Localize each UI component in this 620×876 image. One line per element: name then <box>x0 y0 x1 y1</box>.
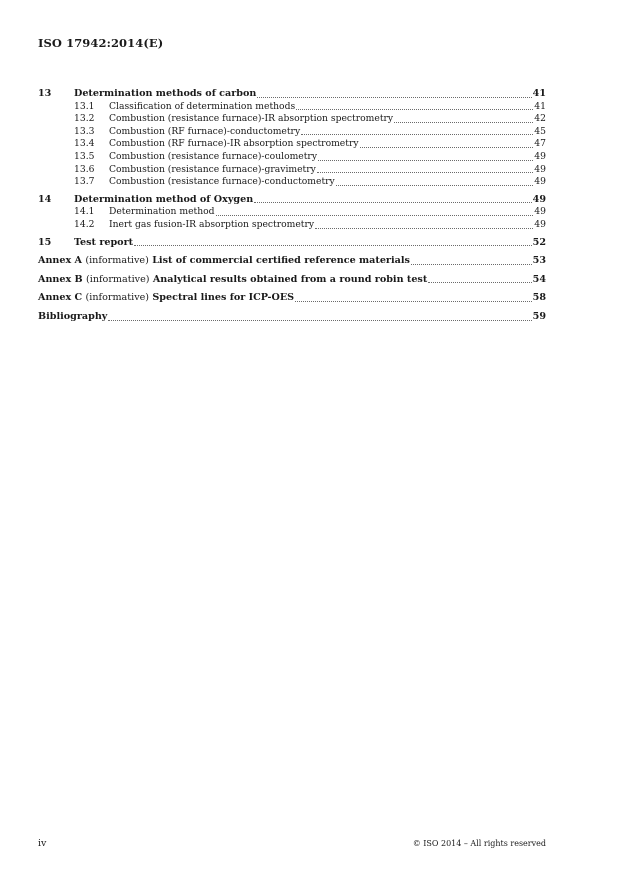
toc-entry-annex-a[interactable] <box>38 255 546 268</box>
dot-leader <box>301 134 533 135</box>
footer-page-number: iv <box>38 838 47 849</box>
dot-leader <box>315 228 533 229</box>
toc-entry-title: Classification of determination methods <box>109 100 296 112</box>
dot-leader <box>216 215 534 216</box>
toc-entry-page: 53 <box>532 255 546 267</box>
toc-entry-page: 49 <box>532 193 546 205</box>
toc-entry-page: 49 <box>534 150 546 162</box>
toc-entry-page: 49 <box>534 218 546 230</box>
toc-entry-page: 59 <box>532 310 546 322</box>
toc-entry-page: 58 <box>532 292 546 304</box>
toc-entry-title: Inert gas fusion-IR absorption spectrometry <box>109 218 315 230</box>
toc-entry-title: Bibliography <box>38 310 108 322</box>
dot-leader <box>360 147 534 148</box>
toc-entry-number: 13 <box>38 88 52 99</box>
toc-entry-13-1[interactable] <box>38 101 546 114</box>
dot-leader <box>428 282 531 283</box>
toc-entry-number: 14.2 <box>74 218 95 230</box>
toc-entry-number: 14.1 <box>74 206 95 218</box>
dot-leader <box>317 172 533 173</box>
toc-entry-title: Analytical results obtained from a round robin test <box>152 273 428 285</box>
toc-entry-title: Combustion (resistance furnace)-conductometry <box>109 176 335 188</box>
toc-entry-number: 13.5 <box>74 150 95 162</box>
toc-entry-title: Test report <box>74 236 134 248</box>
toc-entry-page: 42 <box>534 113 546 125</box>
dot-leader <box>257 97 531 98</box>
toc-entry-annex-c[interactable] <box>38 292 546 305</box>
toc-entry-number: 14 <box>38 193 52 205</box>
toc-entry-number: 13.7 <box>74 176 95 188</box>
document-id-header: ISO 17942:2014(E) <box>38 36 164 50</box>
toc-entry-page: 52 <box>532 236 546 248</box>
dot-leader <box>254 202 531 203</box>
toc-entry-number: 13.2 <box>74 113 95 125</box>
annex-type: (informative) <box>85 255 149 267</box>
toc-entry-page: 49 <box>534 163 546 175</box>
toc-entry-title: Determination method <box>109 206 215 218</box>
dot-leader <box>296 109 533 110</box>
annex-type: (informative) <box>85 292 150 304</box>
toc-entry-title: Combustion (resistance furnace)-gravimetry <box>109 163 316 175</box>
toc-entry-section-14[interactable] <box>38 194 546 207</box>
toc-entry-number: 13.6 <box>74 163 95 175</box>
dot-leader <box>295 301 532 302</box>
toc-entry-title: List of commercial certified reference materials <box>152 255 410 267</box>
toc-entry-title: Determination method of Oxygen <box>74 193 254 205</box>
toc-entry-title: Combustion (RF furnace)-conductometry <box>109 125 301 137</box>
annex-label: Annex C <box>38 292 83 304</box>
toc-entry-page: 47 <box>534 138 546 150</box>
toc-entry-title: Combustion (resistance furnace)-coulometry <box>109 150 318 162</box>
dot-leader <box>394 122 533 123</box>
dot-leader <box>134 245 532 246</box>
toc-entry-bibliography[interactable] <box>38 311 546 324</box>
toc-entry-page: 49 <box>534 176 546 188</box>
toc-entry-13-6[interactable] <box>38 164 546 177</box>
toc-entry-number: 13.1 <box>74 100 95 112</box>
toc-entry-title: Determination methods of carbon <box>74 88 257 99</box>
toc-entry-number: 13.4 <box>74 138 95 150</box>
toc-entry-page: 41 <box>532 88 546 99</box>
toc-entry-13-3[interactable] <box>38 126 546 139</box>
toc-entry-section-15[interactable] <box>38 237 546 250</box>
toc-entry-page: 49 <box>534 206 546 218</box>
toc-entry-13-7[interactable] <box>38 176 546 189</box>
annex-heading <box>38 292 294 305</box>
annex-label: Annex B <box>38 273 83 285</box>
toc-entry-13-5[interactable] <box>38 151 546 164</box>
toc-entry-title: Combustion (resistance furnace)-IR absorption spectrometry <box>109 113 394 125</box>
toc-entry-title: Spectral lines for ICP-OES <box>152 292 295 304</box>
toc-entry-number: 13.3 <box>74 125 95 137</box>
table-of-contents <box>38 88 546 324</box>
dot-leader <box>411 264 532 265</box>
toc-entry-section-13[interactable] <box>38 88 546 101</box>
dot-leader <box>336 185 534 186</box>
toc-entry-page: 45 <box>534 125 546 137</box>
toc-entry-page: 54 <box>532 273 546 285</box>
toc-entry-13-2[interactable] <box>38 113 546 126</box>
annex-heading <box>38 274 427 287</box>
toc-entry-title: Combustion (RF furnace)-IR absorption spectrometry <box>109 138 359 150</box>
annex-type: (informative) <box>86 273 150 285</box>
footer-copyright: © ISO 2014 – All rights reserved <box>412 839 546 848</box>
toc-entry-14-1[interactable] <box>38 206 546 219</box>
toc-entry-annex-b[interactable] <box>38 274 546 287</box>
toc-entry-number: 15 <box>38 236 52 248</box>
toc-entry-14-2[interactable] <box>38 219 546 232</box>
dot-leader <box>108 320 531 321</box>
toc-entry-page: 41 <box>534 100 546 112</box>
annex-label: Annex A <box>38 255 83 267</box>
annex-heading <box>38 255 410 268</box>
dot-leader <box>318 160 533 161</box>
toc-entry-13-4[interactable] <box>38 138 546 151</box>
